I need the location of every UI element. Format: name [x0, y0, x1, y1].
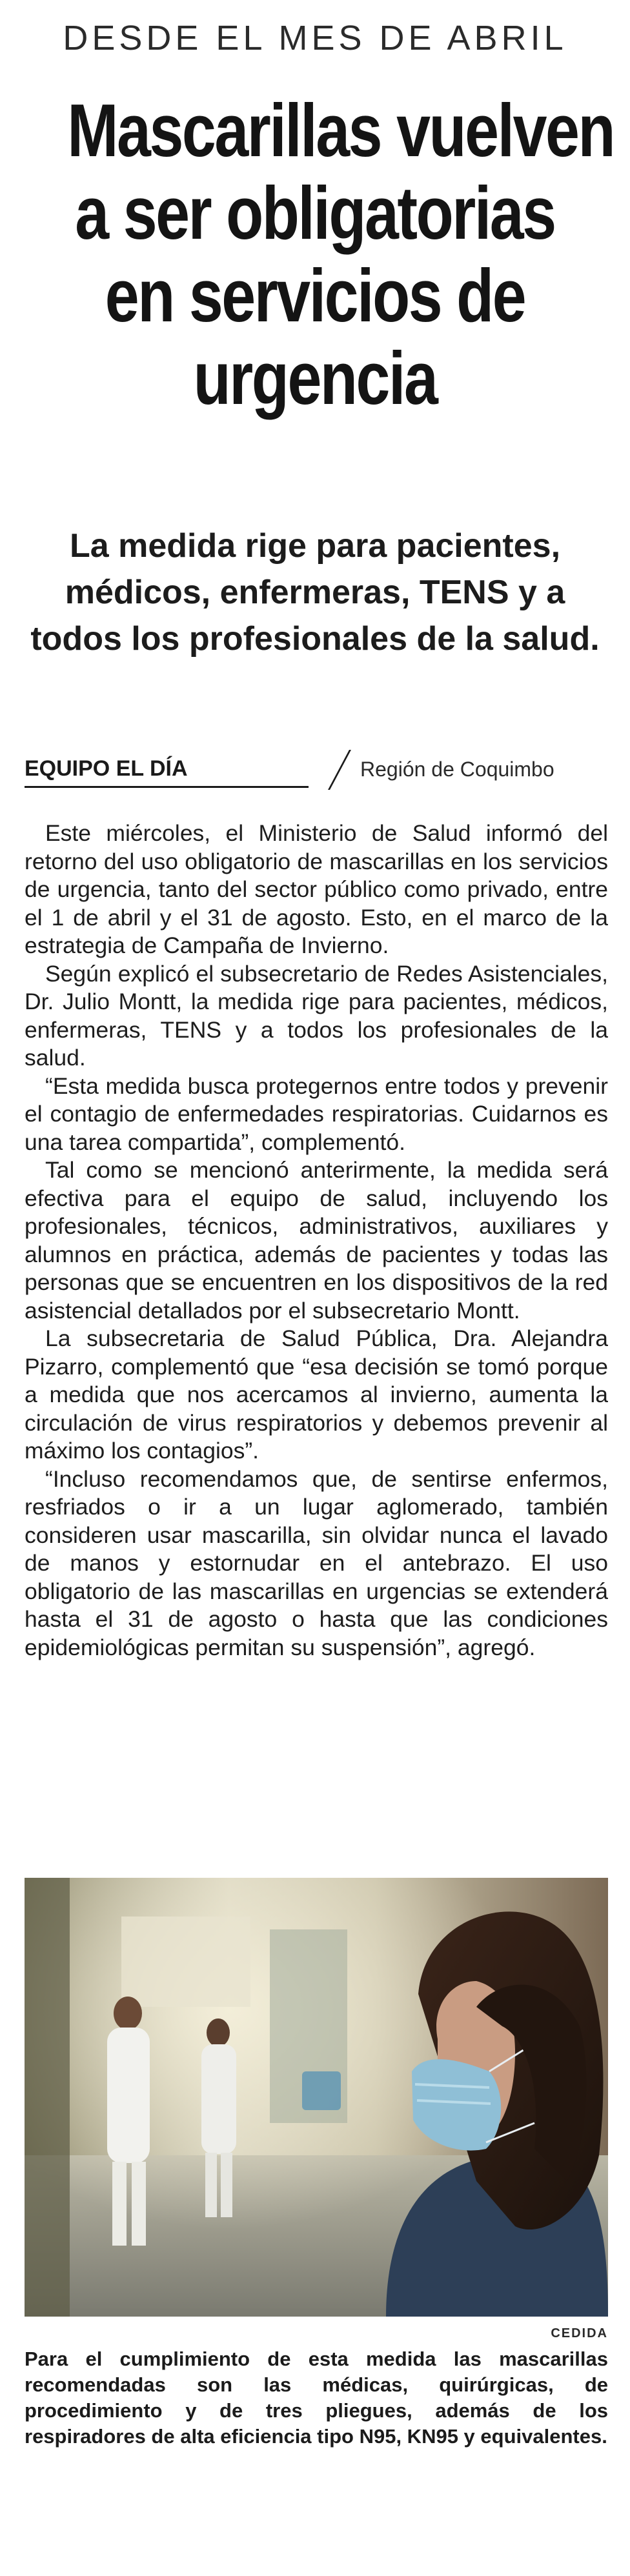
- subhead-line: La medida rige para pacientes,: [69, 527, 561, 565]
- article-paragraph: “Incluso recomendamos que, de sentirse enfermos, resfriados o ir a un lugar aglomerado, también consideren usar mascarilla, sin olvidar nunca el lavado de manos y estornudar en el antebrazo. El uso obligatorio de las mascarillas en urgencias se extenderá hasta el 31 de agosto o hasta que las condiciones epidemiológicas permitan su suspensión”, agregó.: [25, 1465, 608, 1660]
- headline-line: a ser obligatorias: [75, 171, 555, 255]
- article-paragraph: Tal como se mencionó anterirmente, la medida será efectiva para el equipo de salud, incluyendo los profesionales, técnicos, administrativos, auxiliares y alumnos en práctica, además de pacientes y todas las personas que se encuentren en los dispositivos de la red asistencial detallados por el subsecretario Montt.: [25, 1157, 608, 1323]
- article-paragraph: La subsecretaria de Salud Pública, Dra. Alejandra Pizarro, complementó que “esa decisión se tomó porque a medida que nos acercamos al invierno, aumenta la circulación de virus respiratorios y debemos prevenir al máximo los contagios”.: [25, 1325, 608, 1464]
- byline-slash: [328, 750, 351, 790]
- article-paragraph: Según explicó el subsecretario de Redes Asistenciales, Dr. Julio Montt, la medida rige para pacientes, médicos, enfermeras, TENS y a todos los profesionales de la salud.: [25, 960, 608, 1071]
- headline-line: urgencia: [193, 336, 437, 420]
- hospital-scene-illustration: [25, 1878, 608, 2317]
- photo-credit: CEDIDA: [551, 2326, 608, 2340]
- article-body: [25, 820, 608, 1662]
- byline-author: EQUIPO EL DÍA: [25, 756, 188, 781]
- headline-line: Mascarillas vuelven: [67, 88, 615, 172]
- subhead-line: todos los profesionales de la salud.: [30, 620, 600, 658]
- article-paragraph: Este miércoles, el Ministerio de Salud informó del retorno del uso obligatorio de mascarillas en los servicios de urgencia, tanto del sector público como privado, entre el 1 de abril y el 31 de agosto. Esto, en el marco de la estrategia de Campaña de Invierno.: [25, 820, 608, 958]
- article-photo: [25, 1878, 608, 2317]
- photo-caption: Para el cumplimiento de esta medida las mascarillas recomendadas son las médicas, quirúrgicas, de procedimiento y de tres pliegues, además de los respiradores de alta eficiencia tipo N95, KN95 y equivalentes.: [25, 2348, 608, 2448]
- article-paragraph: “Esta medida busca protegernos entre todos y prevenir el contagio de enfermedades respiratorias. Cuidarnos es una tarea compartida”, complementó.: [25, 1072, 608, 1155]
- subheadline: [13, 523, 617, 662]
- byline-divider: [25, 786, 309, 788]
- subhead-line: médicos, enfermeras, TENS y a: [65, 574, 565, 611]
- kicker: DESDE EL MES DE ABRIL: [63, 19, 567, 57]
- byline-region: Región de Coquimbo: [360, 758, 554, 781]
- byline: [25, 750, 608, 795]
- headline: [67, 88, 615, 420]
- headline-line: en servicios de: [105, 254, 525, 337]
